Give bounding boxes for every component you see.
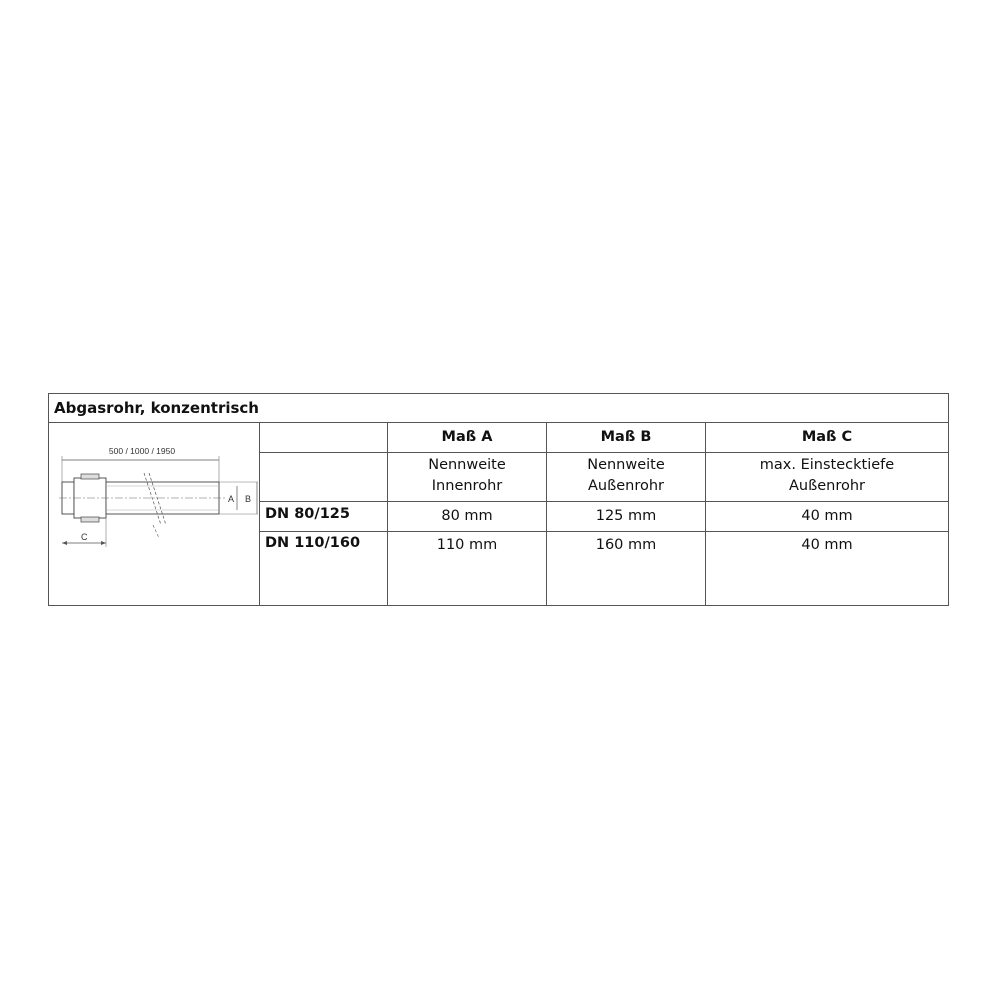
desc-mass-a-line2: Innenrohr xyxy=(431,478,503,494)
collar-clip-top xyxy=(81,474,99,479)
row-label-dn80: DN 80/125 xyxy=(265,506,350,522)
row2-mass-a: 110 mm xyxy=(436,537,498,553)
dimension-c-arrow-right xyxy=(101,541,106,545)
header-mass-b: Maß B xyxy=(600,429,652,445)
desc-mass-c xyxy=(706,455,948,497)
break-extension xyxy=(153,525,159,538)
row-divider-row1 xyxy=(260,531,948,532)
header-mass-a: Maß A xyxy=(441,429,493,445)
desc-mass-b xyxy=(547,455,705,497)
row1-mass-b: 125 mm xyxy=(595,508,657,524)
desc-mass-c-line1: max. Einstecktiefe xyxy=(759,457,895,473)
collar-clip-bottom xyxy=(81,517,99,522)
row-divider-header xyxy=(260,452,948,453)
title-row xyxy=(49,394,948,423)
header-mass-c: Maß C xyxy=(801,429,853,445)
desc-mass-b-line2: Außenrohr xyxy=(587,478,665,494)
table-title: Abgasrohr, konzentrisch xyxy=(54,399,259,417)
desc-mass-c-line2: Außenrohr xyxy=(788,478,866,494)
row1-mass-a: 80 mm xyxy=(441,508,493,524)
desc-mass-b-line1: Nennweite xyxy=(587,457,665,473)
dimension-c-arrow-left xyxy=(62,541,67,545)
pipe-drawing-cell xyxy=(49,423,260,605)
row-label-dn110: DN 110/160 xyxy=(265,535,361,551)
row1-mass-c: 40 mm xyxy=(801,508,853,524)
row2-mass-c: 40 mm xyxy=(801,537,853,553)
pipe-drawing xyxy=(49,423,259,605)
desc-mass-a xyxy=(388,455,546,497)
dimension-a-label: A xyxy=(228,494,235,504)
length-dimension-label: 500 / 1000 / 1950 xyxy=(108,446,176,456)
spec-table xyxy=(48,393,949,606)
dimension-c-label: C xyxy=(81,532,88,542)
dimension-b-label: B xyxy=(245,494,252,504)
row-divider-desc xyxy=(260,501,948,502)
desc-mass-a-line1: Nennweite xyxy=(428,457,506,473)
row2-mass-b: 160 mm xyxy=(595,537,657,553)
